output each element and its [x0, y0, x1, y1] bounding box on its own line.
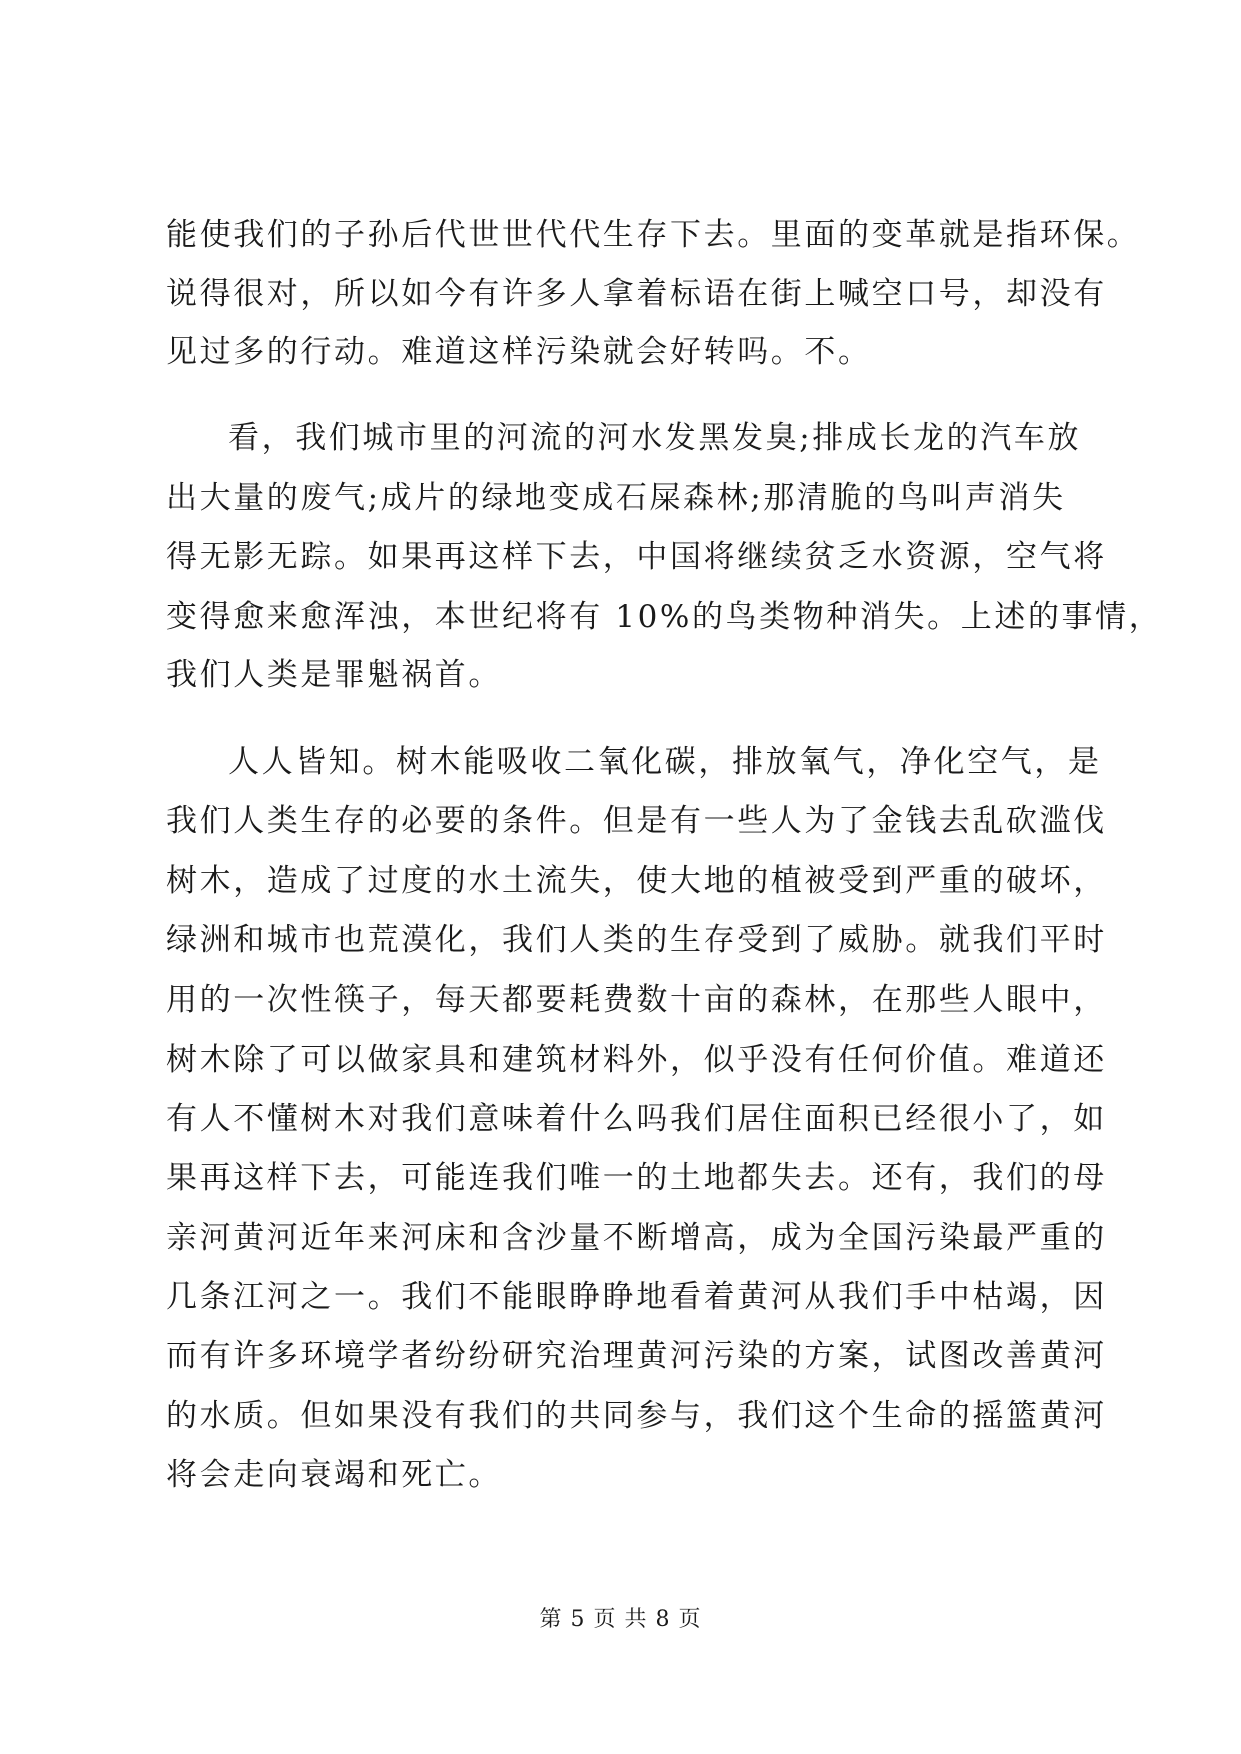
text-line: 我们人类生存的必要的条件。但是有一些人为了金钱去乱砍滥伐	[166, 803, 1107, 839]
text-line: 变得愈来愈浑浊，本世纪将有 10%的鸟类物种消失。上述的事情，	[166, 599, 1163, 635]
text-line: 得无影无踪。如果再这样下去，中国将继续贫乏水资源，空气将	[166, 539, 1107, 575]
text-line: 亲河黄河近年来河床和含沙量不断增高，成为全国污染最严重的	[166, 1220, 1107, 1256]
text-line: 树木，造成了过度的水土流失，使大地的植被受到严重的破坏，	[166, 863, 1107, 899]
text-line: 见过多的行动。难道这样污染就会好转吗。不。	[166, 334, 872, 370]
text-line: 几条江河之一。我们不能眼睁睁地看着黄河从我们手中枯竭，因	[166, 1279, 1107, 1315]
text-line: 树木除了可以做家具和建筑材料外，似乎没有任何价值。难道还	[166, 1042, 1107, 1078]
text-line: 将会走向衰竭和死亡。	[166, 1457, 502, 1493]
text-line: 出大量的废气;成片的绿地变成石屎森林;那清脆的鸟叫声消失	[166, 480, 1066, 516]
text-line: 绿洲和城市也荒漠化，我们人类的生存受到了威胁。就我们平时	[166, 922, 1107, 958]
text-line: 说得很对，所以如今有许多人拿着标语在街上喊空口号，却没有	[166, 276, 1107, 312]
page-number-footer: 第 5 页 共 8 页	[539, 1607, 702, 1632]
text-line: 果再这样下去，可能连我们唯一的土地都失去。还有，我们的母	[166, 1160, 1107, 1196]
text-line: 用的一次性筷子，每天都要耗费数十亩的森林，在那些人眼中，	[166, 982, 1107, 1018]
text-line: 有人不懂树木对我们意味着什么吗我们居住面积已经很小了，如	[166, 1101, 1107, 1137]
paragraph-first-line: 看，我们城市里的河流的河水发黑发臭;排成长龙的汽车放	[228, 420, 1082, 456]
text-line: 而有许多环境学者纷纷研究治理黄河污染的方案，试图改善黄河	[166, 1338, 1107, 1374]
text-line: 我们人类是罪魁祸首。	[166, 657, 502, 693]
text-line: 能使我们的子孙后代世世代代生存下去。里面的变革就是指环保。	[166, 217, 1141, 253]
paragraph-first-line: 人人皆知。树木能吸收二氧化碳，排放氧气，净化空气，是	[228, 744, 1102, 780]
text-line: 的水质。但如果没有我们的共同参与，我们这个生命的摇篮黄河	[166, 1398, 1107, 1434]
